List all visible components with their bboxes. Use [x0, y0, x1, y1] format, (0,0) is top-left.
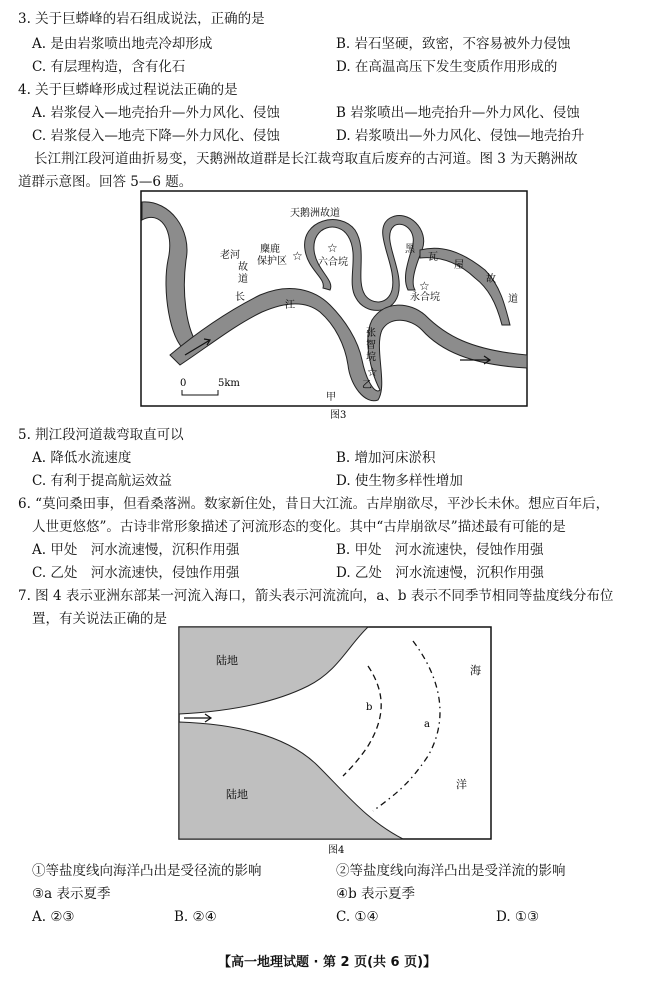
figure-4-caption: 图4 — [328, 845, 345, 856]
star-icon: ☆ — [292, 249, 303, 263]
star-icon: ☆ — [419, 279, 430, 293]
q4-option-d: D. 岩浆喷出—外力风化、侵蚀—地壳抬升 — [336, 128, 585, 144]
q7-statement-3: ③a 表示夏季 — [32, 886, 111, 902]
q6-option-d: D. 乙处 河水流速慢，沉积作用强 — [336, 565, 544, 581]
label-gu2: 故 — [486, 274, 496, 285]
label-dao2: 道 — [508, 294, 518, 305]
label-zhang: 张 — [366, 328, 376, 339]
q7-stem-2: 置，有关说法正确的是 — [32, 611, 167, 627]
q5-option-c: C. 有利于提高航运效益 — [32, 473, 172, 489]
page-footer: 【高一地理试题 · 第 2 页(共 6 页)】 — [218, 955, 437, 970]
q7-option-d: D. ①③ — [496, 909, 540, 925]
star-icon: ☆ — [327, 241, 338, 255]
q5-stem: 5. 荆江段河道裁弯取直可以 — [18, 427, 184, 443]
intro-line-1: 长江荆江段河道曲折易变，天鹅洲故道群是长江裁弯取直后废弃的古河道。图 3 为天鹅洲故 — [34, 151, 578, 167]
label-dao: 道 — [238, 274, 248, 285]
label-mi2: 保护区 — [257, 256, 287, 267]
label-liuhe: 六合垸 — [318, 257, 348, 268]
q3-option-b: B. 岩石坚硬，致密，不容易被外力侵蚀 — [336, 36, 571, 52]
label-tianezhou: 天鹅洲故道 — [290, 208, 340, 219]
q7-statement-2: ②等盐度线向海洋凸出是受洋流的影响 — [336, 863, 566, 879]
label-jiang: 江 — [285, 300, 295, 311]
q7-statement-1: ①等盐度线向海洋凸出是受径流的影响 — [32, 863, 262, 879]
q5-option-d: D. 使生物多样性增加 — [336, 473, 463, 489]
q4-option-a: A. 岩浆侵入—地壳抬升—外力风化、侵蚀 — [32, 105, 280, 121]
label-ocean: 洋 — [456, 778, 467, 791]
label-chang: 长 — [235, 292, 245, 303]
q7-option-c: C. ①④ — [336, 909, 379, 925]
label-yi: 乙 — [362, 380, 372, 391]
label-hei: 黑 — [405, 244, 415, 255]
q5-option-a: A. 降低水流速度 — [32, 450, 132, 466]
label-wa: 瓦 — [428, 252, 438, 263]
label-sea: 海 — [470, 664, 481, 677]
q6-option-c: C. 乙处 河水流速快，侵蚀作用强 — [32, 565, 240, 581]
figure-3-map — [140, 190, 530, 420]
q7-statement-4: ④b 表示夏季 — [336, 886, 416, 902]
label-jia: 甲 — [326, 392, 336, 403]
scale-zero: 0 — [180, 378, 187, 389]
intro-line-2: 道群示意图。回答 5—6 题。 — [18, 174, 193, 190]
q6-stem-2: 人世更悠悠”。古诗非常形象描述了河流形态的变化。其中“古岸崩欲尽”描述最有可能的是 — [32, 519, 566, 535]
q5-option-b: B. 增加河床淤积 — [336, 450, 436, 466]
label-laohe: 老河 — [220, 250, 240, 261]
label-a: a — [424, 719, 430, 730]
label-wu: 屋 — [454, 260, 464, 271]
figure-3-caption: 图3 — [330, 410, 347, 420]
q6-option-a: A. 甲处 河水流速慢，沉积作用强 — [32, 542, 240, 558]
star-icon: ☆ — [367, 365, 378, 379]
label-yonghe: 永合垸 — [410, 292, 440, 303]
q3-option-a: A. 是由岩浆喷出地壳冷却形成 — [32, 36, 213, 52]
label-yuan: 垸 — [366, 352, 376, 363]
label-land-1: 陆地 — [216, 654, 238, 667]
q6-option-b: B. 甲处 河水流速快，侵蚀作用强 — [336, 542, 544, 558]
q4-stem: 4. 关于巨蟒峰形成过程说法正确的是 — [18, 82, 238, 98]
q4-option-c: C. 岩浆侵入—地壳下降—外力风化、侵蚀 — [32, 128, 280, 144]
label-mi1: 麋鹿 — [260, 244, 280, 255]
label-b: b — [366, 702, 373, 713]
q3-option-c: C. 有层理构造，含有化石 — [32, 59, 186, 75]
q3-stem: 3. 关于巨蟒峰的岩石组成说法，正确的是 — [18, 11, 265, 27]
q3-option-d: D. 在高温高压下发生变质作用形成的 — [336, 59, 558, 75]
label-land-2: 陆地 — [226, 788, 248, 801]
figure-4-estuary — [178, 626, 498, 856]
q7-option-a: A. ②③ — [32, 909, 75, 925]
label-gu: 故 — [238, 262, 248, 273]
q4-option-b: B 岩浆喷出—地壳抬升—外力风化、侵蚀 — [336, 105, 580, 121]
scale-5km: 5km — [218, 378, 240, 389]
q6-stem-1: 6. “莫问桑田事，但看桑落洲。数家新住处，昔日大江流。古岸崩欲尽，平沙长未休。想应百年后， — [18, 496, 610, 512]
q7-option-b: B. ②④ — [174, 909, 217, 925]
label-zhi: 智 — [366, 340, 376, 351]
q7-stem-1: 7. 图 4 表示亚洲东部某一河流入海口，箭头表示河流流向，a、b 表示不同季节相同等盐度线分布位 — [18, 588, 614, 604]
